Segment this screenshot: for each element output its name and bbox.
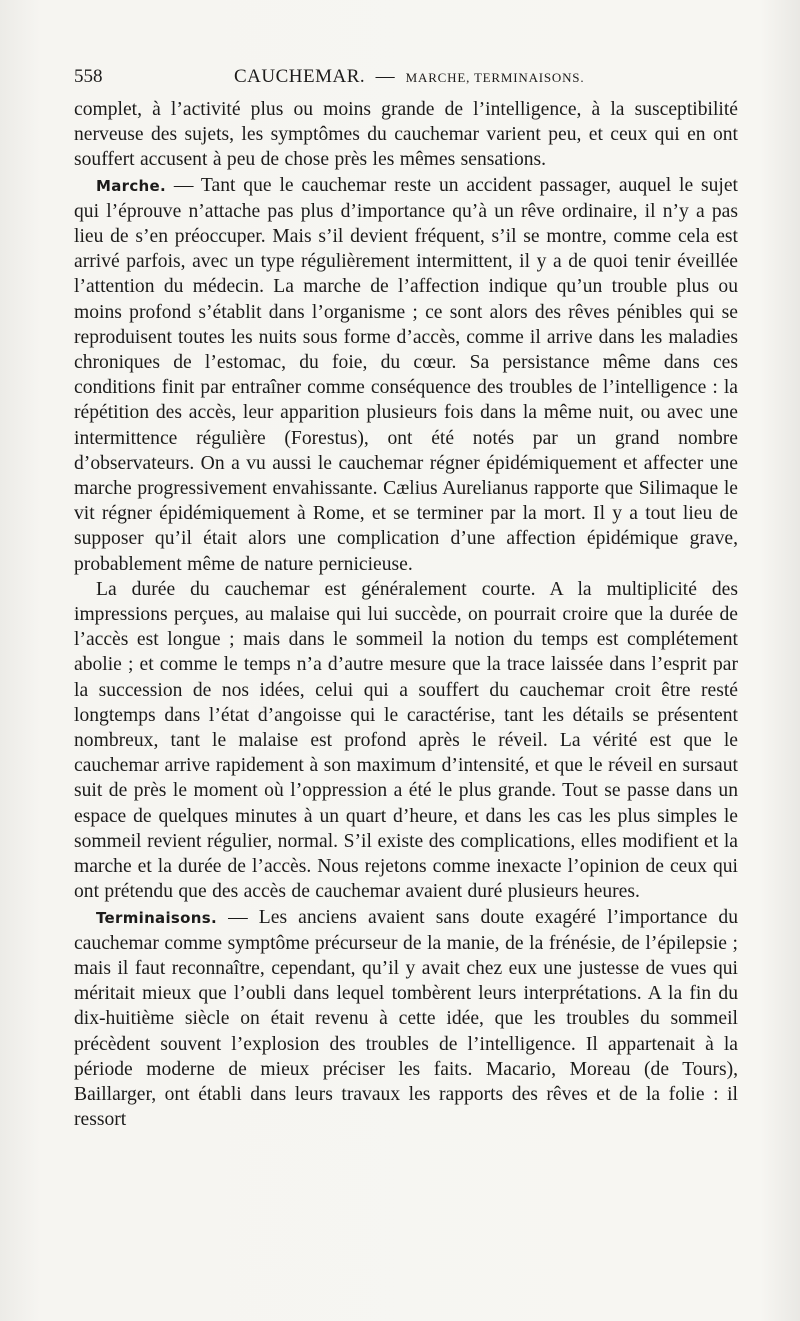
running-title — [234, 64, 584, 91]
body-text — [74, 97, 738, 1132]
paragraph-text: La durée du cauchemar est généralement courte. A la multiplicité des impressions perçues, au malaise qui lui succède, on pourrait croire que la durée de l’accès est longue ; mais dans le sommeil la notion du temps est complétement abolie ; et comme le temps n’a d’autre mesure que la trace laissée dans l’esprit par la succession de nos idées, celui qui a souffert du cauchemar croit être resté longtemps dans l’état d’angoisse qui le caractérise, tant les détails se présentent nombreux, tant le malaise est profond après le réveil. La vérité est que le cauchemar arrive rapidement à son maximum d’intensité, et que le réveil en sursaut suit de près le moment où l’oppression a été le plus grande. Tout se passe dans un espace de quelques minutes à un quart d’heure, et dans les cas les plus simples le sommeil revient régulier, normal. S’il existe des complications, elles modifient et la marche et la durée de l’accès. Nous rejetons comme inexacte l’opinion de ceux qui ont prétendu que des accès de cauchemar avaient duré plusieurs heures. — [74, 578, 738, 903]
header-dash: — — [375, 66, 396, 87]
chapter-title: CAUCHEMAR. — [234, 66, 366, 87]
paragraph-text: — Les anciens avaient sans doute exagéré l’importance du cauchemar comme symptôme précurseur de la manie, de la frénésie, de l’épilepsie ; mais il faut reconnaître, cependant, qu’il y avait chez eux une justesse de vues qui méritait mieux que l’oubli dans lequel tombèrent leurs interprétations. A la fin du dix-huitième siècle on était revenu à cette idée, que les troubles du sommeil précèdent souvent l’explosion des troubles de l’intelligence. Il appartenait à la période moderne de mieux préciser les faits. Macario, Moreau (de Tours), Baillarger, ont établi dans leurs travaux les rapports des rêves et de la folie : il ressort — [74, 906, 738, 1131]
page-number: 558 — [74, 66, 103, 87]
running-header — [74, 64, 738, 90]
section-heading-marche: Marche. — [96, 176, 166, 195]
section-subtitle: MARCHE, TERMINAISONS. — [405, 70, 585, 85]
paragraph-text: complet, à l’activité plus ou moins grande de l’intelligence, à la susceptibilité nerveuse des sujets, les symptômes du cauchemar varient peu, et ceux qui en ont souffert accusent à peu de chose près les mêmes sensations. — [74, 99, 738, 171]
paragraph-continuation — [74, 97, 738, 173]
paragraph-text: — Tant que le cauchemar reste un accident passager, auquel le sujet qui l’éprouve n’attache pas plus d’importance qu’à un rêve ordinaire, il n’y a pas lieu de s’en préoccuper. Mais s’il devient fréquent, s’il se montre, comme cela est arrivé parfois, avec un type régulièrement intermittent, il y a de quoi tenir éveillée l’attention du médecin. La marche de l’affection indique qu’un trouble plus ou moins profond s’établit dans l’organisme ; ce sont alors des rêves pénibles qui se reproduisent toutes les nuits sous forme d’accès, comme il arrive dans les maladies chroniques de l’estomac, du foie, du cœur. Sa persistance même dans ces conditions finit par entraîner comme conséquence des troubles de l’intelligence : la répétition des accès, leur apparition plusieurs fois dans la même nuit, ou avec une intermittence régulière (Forestus), ont été notés par un grand nombre d’observateurs. On a vu aussi le cauchemar régner épidémiquement et affecter une marche progressivement envahissante. Cælius Aurelianus rapporte que Silimaque le vit régner épidémiquement à Rome, et se terminer par la mort. Il y a tout lieu de supposer qu’il était alors une complication d’une affection épidémique grave, probablement même de nature pernicieuse. — [74, 174, 738, 575]
section-heading-terminaisons: Terminaisons. — [96, 908, 217, 927]
paragraph-duree — [74, 577, 738, 905]
paragraph-marche — [74, 173, 738, 577]
paragraph-terminaisons — [74, 905, 738, 1133]
